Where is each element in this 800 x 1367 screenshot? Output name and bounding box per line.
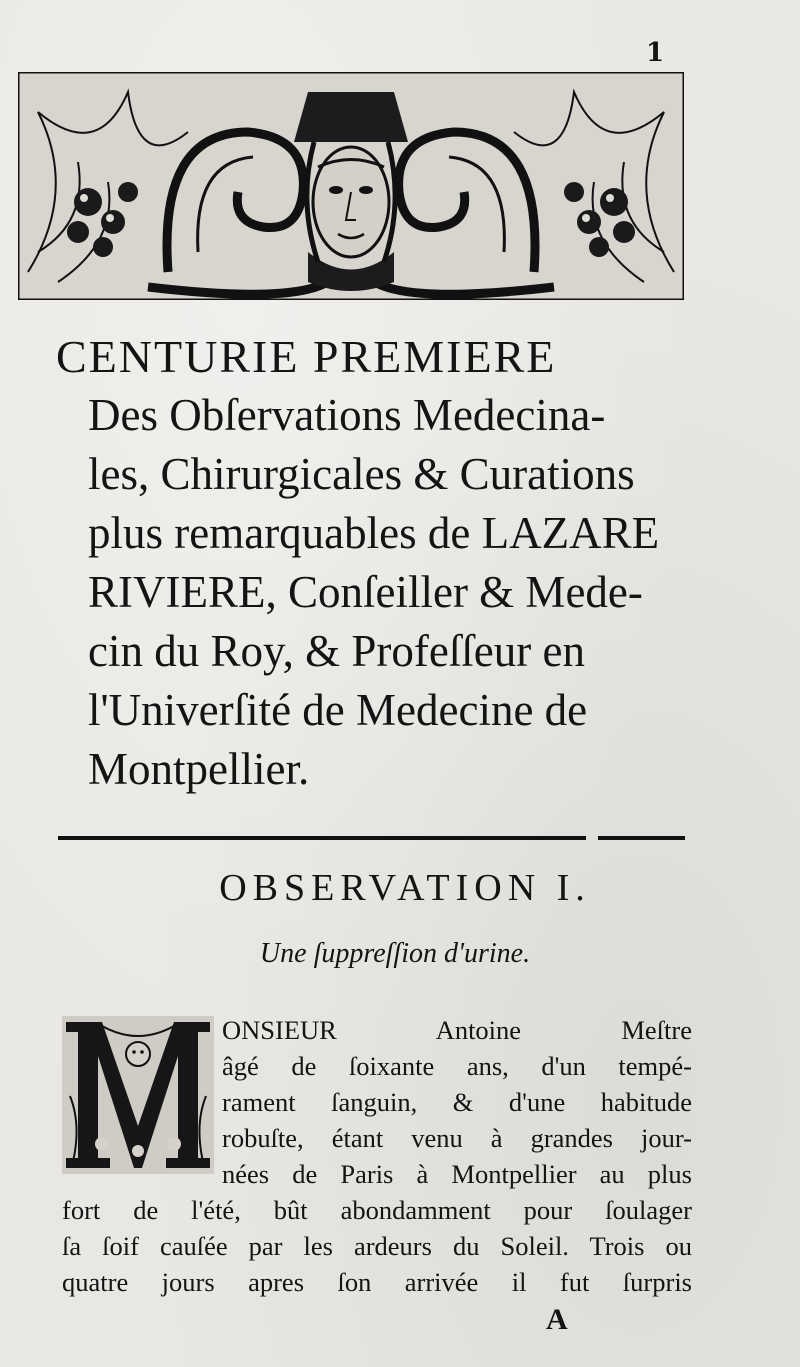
body-line: rament ſanguin, & d'une habitude: [222, 1087, 692, 1117]
observation-heading: OBSERVATION I.: [219, 867, 591, 909]
title-line: l'Univerſité de Medecine de: [88, 685, 588, 735]
body-line: ONSIEUR Antoine Meſtre: [222, 1015, 692, 1045]
section-divider: [58, 832, 685, 844]
title-line: Montpellier.: [88, 744, 310, 794]
title-heading: CENTURIE PREMIERE: [56, 331, 557, 382]
title-line: plus remarquables de LAZARE: [88, 508, 660, 558]
headpiece-ornament: [18, 72, 684, 300]
title-line: les, Chirurgicales & Curations: [88, 449, 635, 499]
title-line: RIVIERE, Conſeiller & Mede-: [88, 567, 643, 617]
body-line: fort de l'été, bût abondamment pour ſoulager: [62, 1195, 692, 1225]
body-line: ſa ſoif cauſée par les ardeurs du Soleil. Trois ou: [62, 1231, 692, 1261]
page-number: 1: [646, 38, 665, 68]
title-block: [56, 328, 686, 799]
title-line: Des Obſervations Medecina-: [88, 390, 606, 440]
body-line: robuſte, étant venu à grandes jour-: [222, 1123, 692, 1153]
body-line: nées de Paris à Montpellier au plus: [222, 1159, 692, 1189]
title-line: cin du Roy, & Profeſſeur en: [88, 626, 585, 676]
body-line: âgé de ſoixante ans, d'un tempé-: [222, 1051, 692, 1081]
divider-rule-long: [58, 836, 586, 840]
observation-subtitle: Une ſuppreſſion d'urine.: [259, 938, 531, 969]
body-paragraph: [62, 1012, 692, 1300]
body-line: quatre jours apres ſon arrivée il fut ſurpris: [62, 1267, 692, 1297]
divider-rule-short: [598, 836, 685, 840]
signature-mark: A: [546, 1303, 568, 1336]
